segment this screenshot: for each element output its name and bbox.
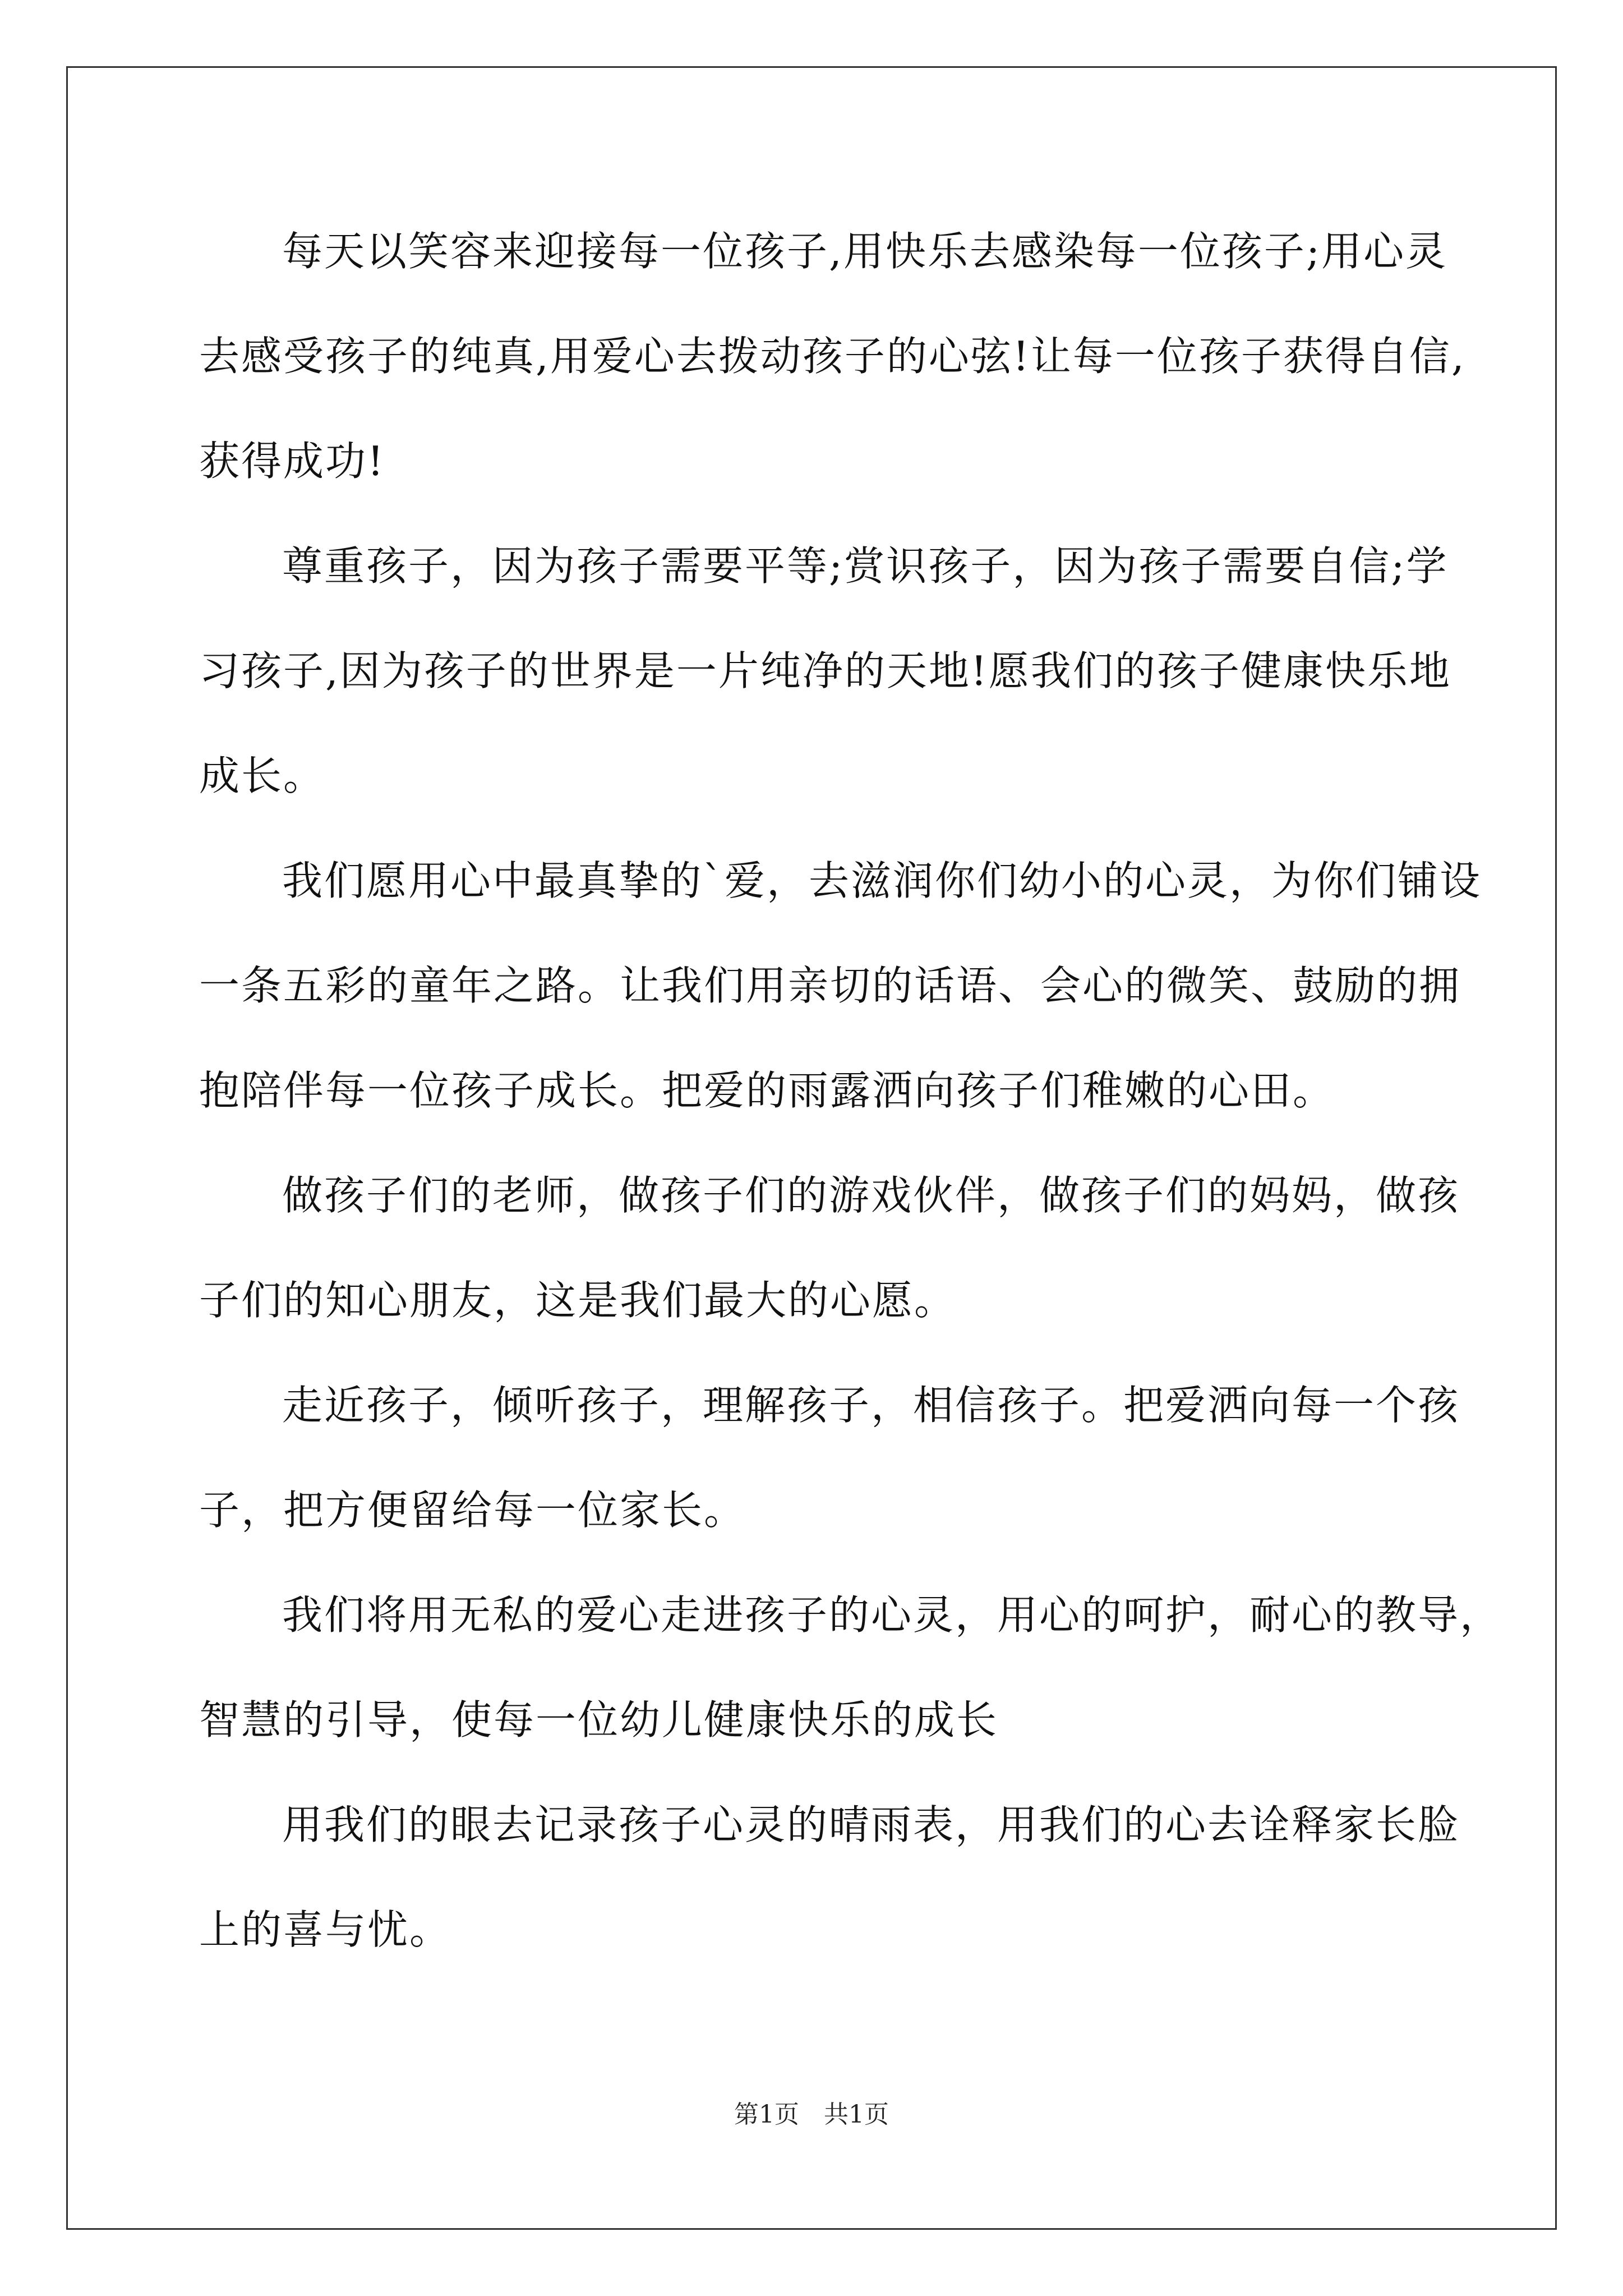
paragraph-line: 抱陪伴每一位孩子成长。把爱的雨露洒向孩子们稚嫩的心田。	[199, 1067, 1335, 1114]
paragraph-line: 成长。	[199, 752, 326, 799]
paragraph-7	[199, 1773, 1460, 1982]
paragraph-line: 获得成功!	[199, 438, 385, 485]
paragraph-1	[199, 199, 1466, 514]
paragraph-line: 子，把方便留给每一位家长。	[199, 1487, 746, 1534]
paragraph-line: 一条五彩的童年之路。让我们用亲切的话语、会心的微笑、鼓励的拥	[199, 962, 1461, 1009]
paragraph-4	[199, 1143, 1460, 1353]
paragraph-line: 我们将用无私的爱心走进孩子的心灵，用心的呵护，耐心的教导，	[282, 1591, 1502, 1639]
paragraph-line: 做孩子们的老师，做孩子们的游戏伙伴，做孩子们的妈妈，做孩	[282, 1172, 1460, 1219]
paragraph-3	[199, 829, 1482, 1143]
paragraph-line: 用我们的眼去记录孩子心灵的晴雨表，用我们的心去诠释家长脸	[282, 1801, 1460, 1848]
document-body	[199, 199, 1502, 1982]
paragraph-line: 习孩子,因为孩子的世界是一片纯净的天地!愿我们的孩子健康快乐地	[199, 647, 1451, 694]
paragraph-line: 子们的知心朋友，这是我们最大的心愿。	[199, 1277, 957, 1324]
paragraph-6	[199, 1563, 1502, 1773]
paragraph-line: 去感受孩子的纯真,用爱心去拨动孩子的心弦!让每一位孩子获得自信,	[199, 333, 1466, 380]
paragraph-line: 上的喜与忧。	[199, 1906, 452, 1953]
paragraph-line: 尊重孩子，因为孩子需要平等;赏识孩子，因为孩子需要自信;学	[282, 542, 1449, 590]
paragraph-line: 智慧的引导，使每一位幼儿健康快乐的成长	[199, 1696, 999, 1743]
paragraph-line: 我们愿用心中最真挚的`爱，去滋润你们幼小的心灵，为你们铺设	[282, 857, 1482, 904]
paragraph-2	[199, 514, 1451, 829]
paragraph-line: 每天以笑容来迎接每一位孩子,用快乐去感染每一位孩子;用心灵	[282, 228, 1448, 275]
paragraph-line: 走近孩子，倾听孩子，理解孩子，相信孩子。把爱洒向每一个孩	[282, 1382, 1460, 1429]
page-number-footer: 第1页 共1页	[734, 2100, 889, 2129]
paragraph-5	[199, 1353, 1460, 1563]
